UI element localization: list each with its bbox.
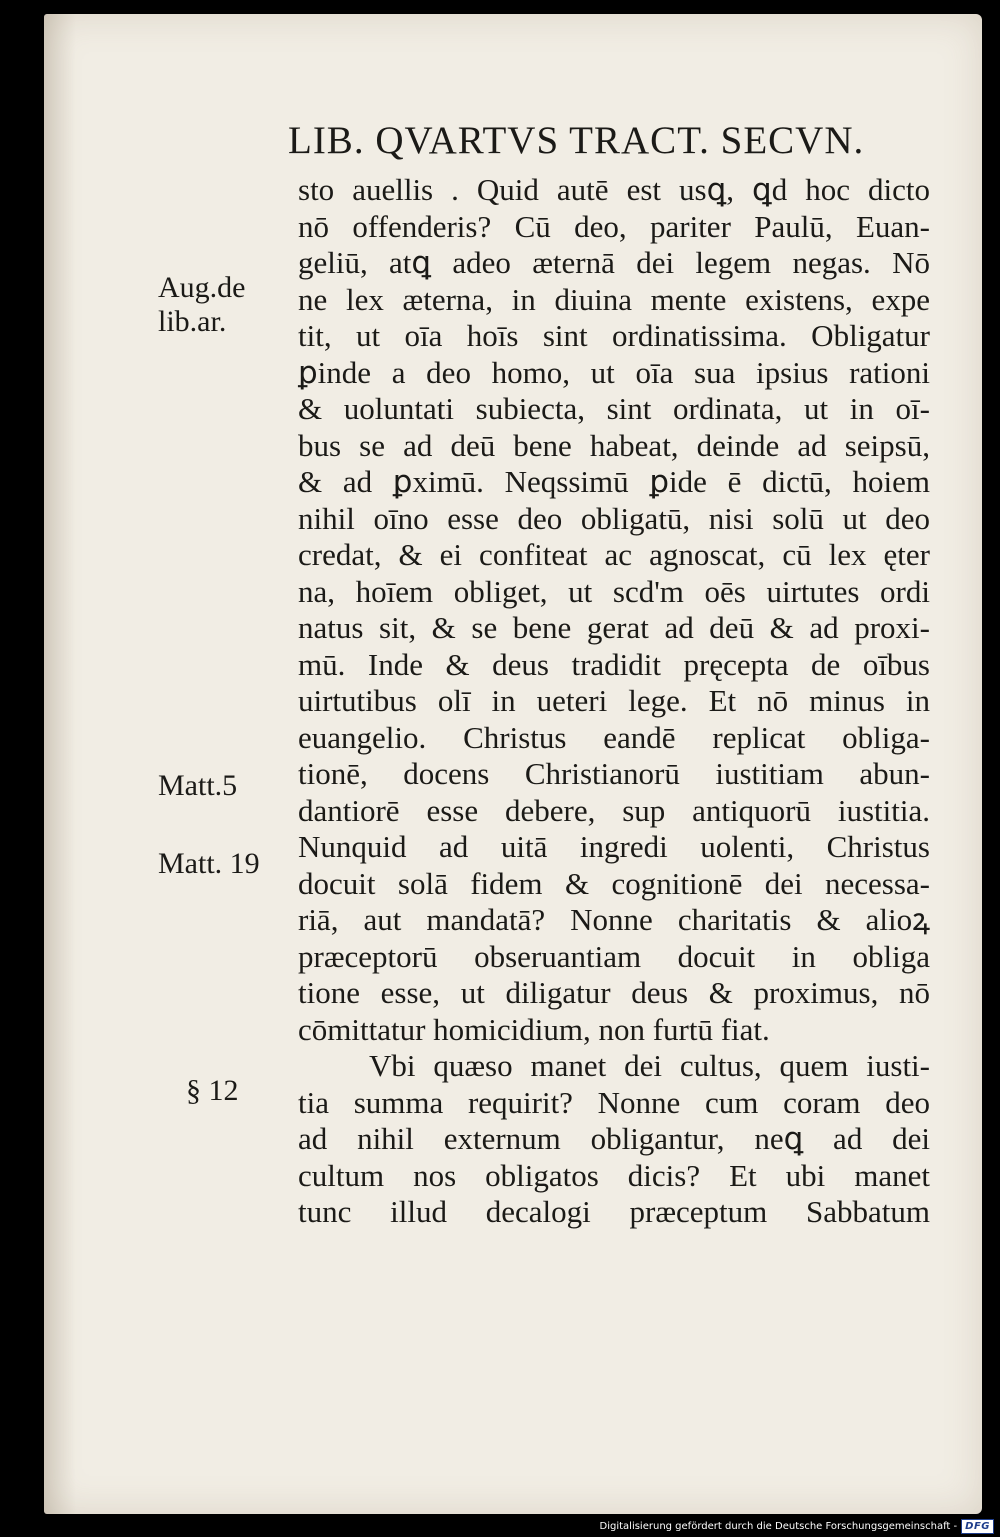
text-line: tia summa requirit? Nonne cum coram deo	[298, 1084, 930, 1120]
text-line: tit, ut oīa hoīs sint ordinatissima. Obligatur	[298, 318, 930, 353]
text-line: & ad ꝑximū. Neqssimū ꝑide ē dictū, hoiem	[298, 464, 930, 499]
text-line: uirtutibus olī in ueteri lege. Et nō minus in	[298, 683, 930, 718]
text-line: na, hoīem obliget, ut scd'm oēs uirtutes ordi	[298, 573, 930, 609]
credit-text: Digitalisierung gefördert durch die Deutsche Forschungsgemeinschaft -	[599, 1521, 958, 1532]
margin-note-matt-5: Matt.5	[158, 769, 238, 802]
text-line: tionē, docens Christianorū iustitiam abun-	[298, 756, 930, 791]
margin-note-matt-19: Matt. 19	[158, 847, 260, 880]
text-line: nihil oīno esse deo obligatū, nisi solū ut deo	[298, 500, 930, 536]
text-line: nō offenderis? Cū deo, pariter Paulū, Euan-	[298, 208, 930, 244]
text-line: Vbi quæso manet dei cultus, quem iusti-	[298, 1048, 930, 1083]
text-line: tunc illud decalogi præceptum Sabbatum	[298, 1194, 930, 1229]
dfg-logo-icon: DFG	[961, 1519, 994, 1534]
text-line: mū. Inde & deus tradidit pręcepta de oībus	[298, 646, 930, 682]
text-line: sto auellis . Quid autē est usꝗ, ꝗd hoc dicto	[298, 172, 930, 207]
margin-note-aug-1: Aug.de	[158, 271, 246, 304]
digitization-credit	[600, 1519, 994, 1534]
text-line: cōmittatur homicidium, non furtū fiat.	[298, 1011, 770, 1047]
text-line: Nunquid ad uitā ingredi uolenti, Christus	[298, 829, 930, 864]
text-line: ne lex æterna, in diuina mente existens, expe	[298, 281, 930, 317]
book-page	[44, 14, 982, 1514]
running-header: LIB. QVARTVS TRACT. SECVN.	[288, 119, 865, 162]
text-line: euangelio. Christus eandē replicat obliga-	[298, 719, 930, 755]
margin-note-section-12: § 12	[186, 1074, 239, 1107]
text-line: geliū, atꝗ adeo æternā dei legem negas. Nō	[298, 245, 930, 280]
text-line: bus se ad deū bene habeat, deinde ad seipsū,	[298, 427, 930, 463]
margin-note-aug-2: lib.ar.	[158, 305, 227, 338]
text-line: dantiorē esse debere, sup antiquorū iustitia.	[298, 792, 930, 828]
text-line: natus sit, & se bene gerat ad deū & ad proxi-	[298, 610, 930, 645]
text-line: docuit solā fidem & cognitionē dei necessa-	[298, 865, 930, 901]
text-line: cultum nos obligatos dicis? Et ubi manet	[298, 1157, 930, 1193]
text-line: tione esse, ut diligatur deus & proximus, nō	[298, 975, 930, 1010]
text-line: ꝑinde a deo homo, ut oīa sua ipsius rationi	[298, 354, 930, 390]
text-line: riā, aut mandatā? Nonne charitatis & alioꝝ	[298, 902, 930, 937]
body-text	[298, 172, 930, 1231]
text-line: præceptorū obseruantiam docuit in obliga	[298, 938, 930, 974]
text-line: credat, & ei confiteat ac agnoscat, cū lex ęter	[298, 537, 930, 572]
text-line: & uoluntati subiecta, sint ordinata, ut in oī-	[298, 391, 930, 426]
text-line: ad nihil externum obligantur, neꝗ ad dei	[298, 1121, 930, 1156]
